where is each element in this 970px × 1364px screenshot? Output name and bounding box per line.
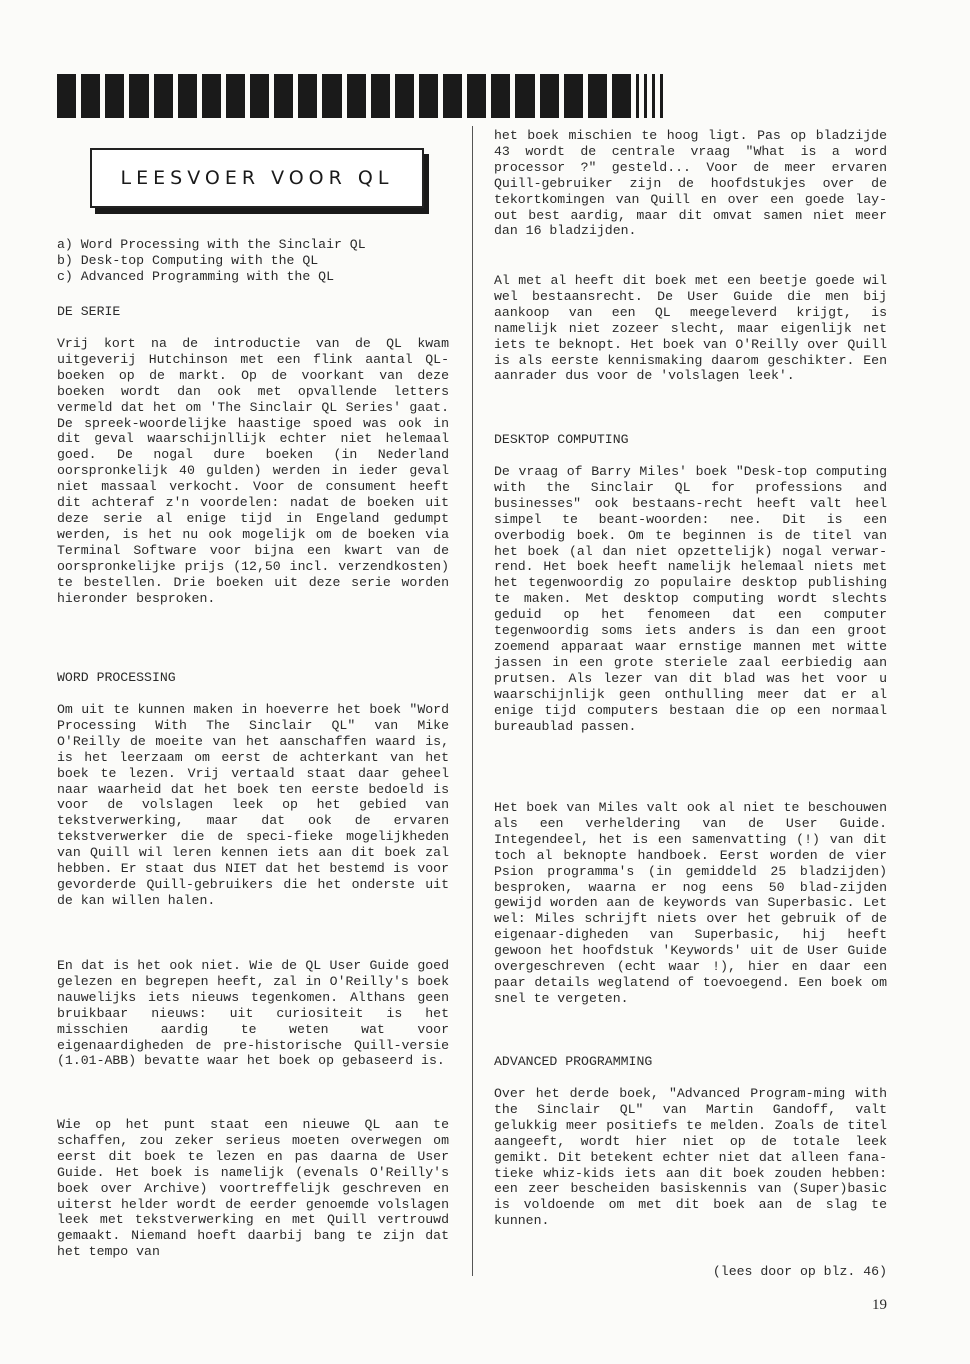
article-title-box	[90, 148, 424, 208]
continued-note: (lees door op blz. 46)	[712, 1264, 887, 1279]
section-heading: ADVANCED PROGRAMMING	[494, 1054, 653, 1069]
paragraph: Om uit te kunnen maken in hoeverre het boek "Word Processing With The Sinclair QL" van Mike O'Reilly de moeite van het aanschaffen waard is, is het leerzaam om eerst de achterkant van het boek te lezen. Vrij vertaald staat daar geheel naar waarheid dat het boek ten eerste bedoeld is voor de volslagen leek op het gebied van tekstverwerking, maar dat ook de ervaren tekstverwerker die de speci-fieke mogelijkheden van Quill wil leren kennen iets aan dit boek zal hebben. Er staat dus NIET dat het bestemd is voor gevorderde Quill-gebruikers die het onderste uit de kan willen halen.	[57, 702, 449, 908]
list-item: b) Desk-top Computing with the QL	[57, 252, 319, 268]
page-number: 19	[872, 1297, 887, 1313]
paragraph: En dat is het ook niet. Wie de QL User Guide goed gelezen en begrepen heeft, zal in O'Reilly's boek nauwelijks iets nieuws tegenkomen. Althans geen bruikbaar nieuws: uit curiositeit is het misschien aardig te weten wat voor eigenaardigheden de pre-historische Quill-versie (1.01-ABB) bevatte waar het boek op gebaseerd is.	[57, 958, 449, 1069]
paragraph: Vrij kort na de introductie van de QL kwam uitgeverij Hutchinson met een flink aantal QL-boeken op de markt. Op de voorkant van deze boeken wordt dan ook met opvallende letters vermeld dat het om 'The Sinclair QL Series' gaat. De spreek-woordelijke haastige spoed was ook in dit geval waarschijnllijk echter niet helemaal goed. De nogal dure boeken (in Nederland oorspronkelijk 40 gulden) werden in ieder geval niet massaal verkocht. Voor de consument heeft dit achteraf z'n voordelen: nadat de boeken uit deze serie al enige tijd in Engeland gedumpt werden, is het nu ook mogelijk om de boeken via Terminal Software voor bijna een kwart van de oorspronkelijke prijs (12,50 incl. verzendkosten) te bestellen. Drie boeken uit deze serie worden hieronder besproken.	[57, 336, 449, 606]
article-title: LEESVOER VOOR QL	[120, 167, 394, 189]
section-heading: DESKTOP COMPUTING	[494, 432, 629, 447]
paragraph: Het boek van Miles valt ook al niet te beschouwen als een verheldering van de User Guide. Integendeel, het is een samenvatting (!) van dit toch al beknopte handboek. Eerst worden de vier Psion programma's (in gemiddeld 25 bladzijden) besproken, waarna er nog eens 50 blad-zijden gewijd worden aan de keywords van Superbasic. Let wel: Miles schrijft niets over het gebruik of de eigenaar-digheden van Superbasic, hij heeft gewoon het hoofdstuk 'Keywords' uit de User Guide overgeschreven (echt waar !), hier en daar een paar details weglatend of toevoegend. Een boek om snel te vergeten.	[494, 800, 887, 1006]
book-list	[57, 237, 449, 285]
decorative-bar-strip	[57, 74, 663, 118]
paragraph: het boek mischien te hoog ligt. Pas op bladzijde 43 wordt de centrale vraag "What is a word processor ?" gesteld... Voor de meer ervaren Quill-gebruiker zijn de hoofdstukjes over de tekortkomingen van Quill en over een goede lay-out best aardig, maar dit omvat samen niet meer dan 16 bladzijden.	[494, 128, 887, 239]
paragraph: De vraag of Barry Miles' boek "Desk-top computing with the Sinclair QL for professions and businesses" ook bestaans-recht heeft valt heel simpel te beant-woorden: nee. Dit is een overbodig boek. Om te beginnen is de titel van het boek (al dan niet opzettelijk) nogal verwar-rend. Het boek heeft namelijk helemaal niets met het tegenwoordig zo populaire desktop publishing te maken. Met desktop computing wordt slechts geduid op het fenomeen dat een computer tegenwoordig soms iets anders is dan een groot zoemend apparaat waar ernstige mannen met witte jassen in een grote steriele zaal eerbiedig aan prutsen. Als lezer van dit blad was het voor u waarschijnlijk geen onthulling meer dat er al enige tijd computers bestaan die op een normaal bureaublad passen.	[494, 464, 887, 734]
section-heading: DE SERIE	[57, 304, 121, 319]
section-heading: WORD PROCESSING	[57, 670, 176, 685]
list-item: a) Word Processing with the Sinclair QL	[57, 237, 366, 252]
paragraph: Al met al heeft dit boek met een beetje goede wil wel bestaansrecht. De User Guide die men bij aankoop van een QL meegeleverd krijgt, is namelijk niet zozeer slecht, maar eigenlijk net iets te beknopt. Het boek van O'Reilly over Quill is als eerste kennismaking daarom geschikter. Een aanrader dus voor de 'volslagen leek'.	[494, 273, 887, 384]
paragraph: Over het derde boek, "Advanced Program-ming with the Sinclair QL" van Martin Gandoff, valt gelukkig meer positiefs te melden. Zoals de titel aangeeft, wordt hier niet op de totale leek gemikt. Dit betekent echter niet dat alleen fana-tieke whiz-kids iets aan dit boek zouden hebben: een zeer bescheiden basiskennis van (Super)basic is voldoende om met dit boek aan de slag te kunnen.	[494, 1086, 887, 1229]
column-divider	[472, 126, 473, 1276]
paragraph: Wie op het punt staat een nieuwe QL aan te schaffen, zou zeker serieus moeten overwegen om eerst dit boek te lezen en pas daarna de User Guide. Het boek is namelijk (evenals O'Reilly's boek over Archive) voortreffelijk geschreven en uiterst helder wordt de eerder genoemde volslagen leek met tekstverwerking en met Quill vertrouwd gemaakt. Niemand hoeft daarbij bang te zijn dat het tempo van	[57, 1117, 449, 1260]
list-item: c) Advanced Programming with the QL	[57, 268, 334, 284]
